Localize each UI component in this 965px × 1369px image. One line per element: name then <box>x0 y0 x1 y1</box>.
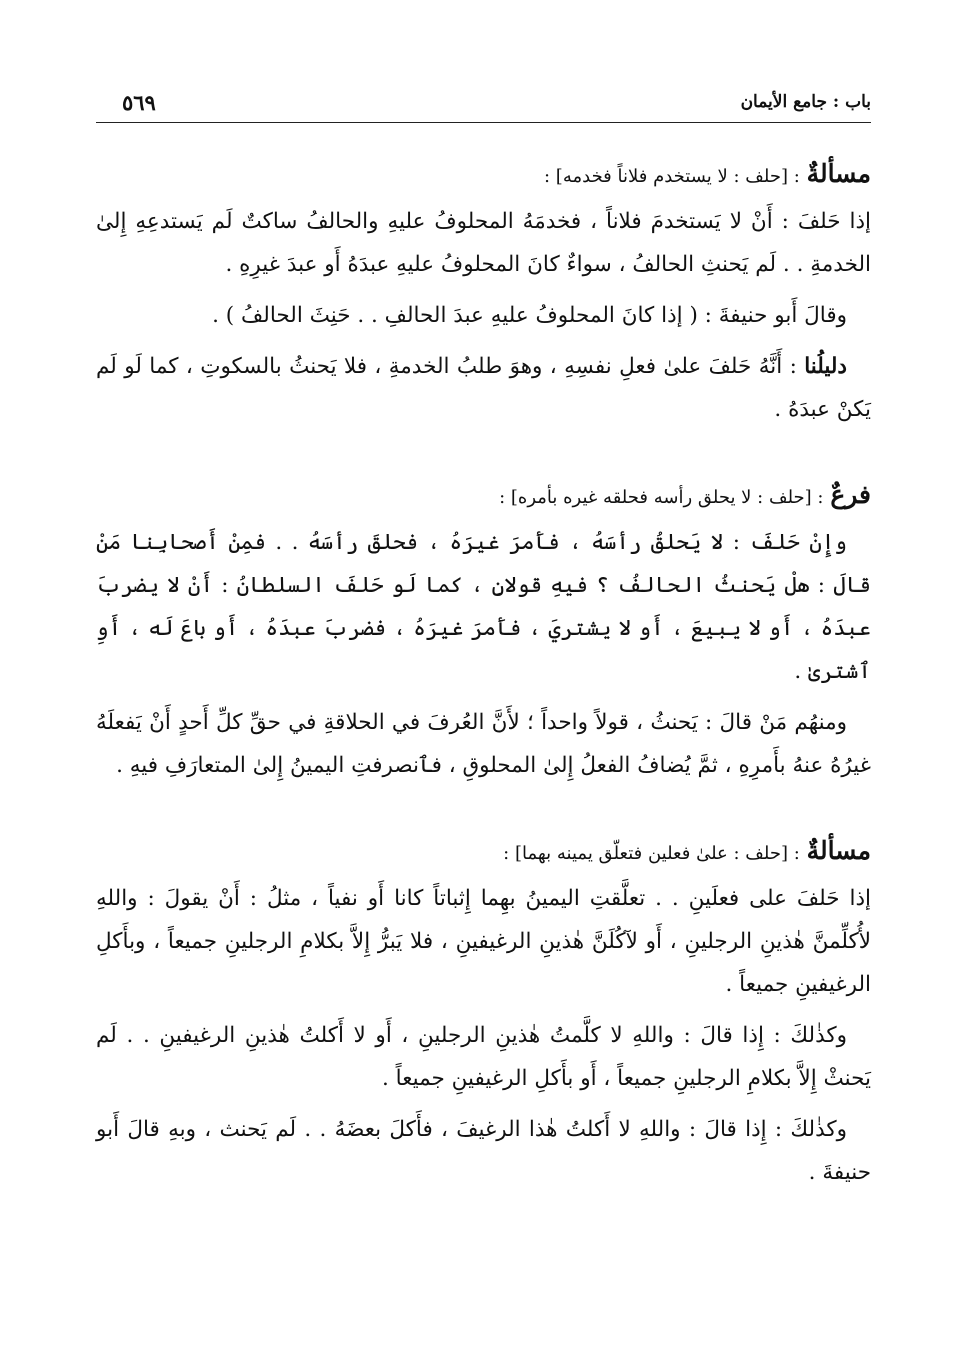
section-gap <box>96 795 871 829</box>
paragraph-lead: دليلُنا <box>804 354 847 379</box>
paragraph <box>96 294 871 337</box>
paragraph-text: ومنهُم مَنْ قالَ : يَحنثُ ، قولاً واحداً ؛ لأَنَّ العُرفَ في الحلاقةِ في حقِّ كلِّ أَحدٍ أَنْ يَفعلَهُ غيرُهُ عنهُ بأَمرِهِ ، ثمَّ يُضافُ الفعلُ إِلىٰ المحلوقِ ، فٱنصرفتِ اليمينُ إِلىٰ المتعارَفِ فيهِ . <box>96 710 871 778</box>
section-heading <box>96 152 871 198</box>
section <box>96 152 871 431</box>
paragraph-text: وكذٰلكَ : إِذا قالَ : واللهِ لا أَكلتُ هٰذا الرغيفَ ، فأَكلَ بعضَهُ . . لَم يَحنث ، وبهِ قالَ أَبو حنيفةَ . <box>96 1117 871 1185</box>
section <box>96 829 871 1194</box>
paragraph-text: إذا حَلفَ : أَنْ لا يَستخدمَ فلاناً ، فخدمَهُ المحلوفُ عليهِ والحالفُ ساكتٌ لَم يَستدعِهِ إِلىٰ الخدمةِ . . لَم يَحنثِ الحالفُ ، سواءٌ كانَ المحلوفُ عليهِ عبدَهُ أَو عبدَ غيرِهِ . <box>96 209 871 277</box>
section-gap <box>96 439 871 473</box>
paragraph-text: إذا حَلفَ على فعلَينِ . . تعلَّقتِ اليمينُ بهِما إِثباتاً كانا أَو نفياً ، مثلُ : أَنْ يقولَ : واللهِ لأُكلِّمنَّ هٰذينِ الرجلينِ ، أَو لآكُلَنَّ هٰذينِ الرغيفينِ ، فلا يَبرُّ إِلاَّ بكلامِ الرجلينِ جميعاً ، وبأَكلِ الرغيفينِ جميعاً . <box>96 886 871 997</box>
paragraph-text: : أَنَّهُ حَلفَ علىٰ فعلِ نفسِهِ ، وهوَ طلبُ الخدمةِ ، فلا يَحنثُ بالسكوتِ ، كما لَو لَم يَكنْ عبدَهُ . <box>96 354 871 422</box>
paragraph-text: وإِنْ حَلفَ : لا يَحلقُ رأسَهُ ، فأَمرَ غيرَهُ ، فحلقَ رأسَهُ . . فمِنْ أَصحابِنا مَنْ قالَ : هلْ يَحنثُ الحالفُ ؟ فيهِ قولانِ ، كما لَو حَلفَ السلطانُ : أَنْ لا يضربَ عبدَهُ ، أَو لا يبيعَ ، أَو لا يشتريَ ، فأَمرَ غيرَهُ ، فضربَ عبدَهُ ، أَو باعَ لَه ، أَوِ ٱشترىٰ . <box>96 530 871 684</box>
section <box>96 473 871 787</box>
paragraph-text: وقالَ أَبو حنيفةَ : ( إذا كانَ المحلوفُ عليهِ عبدَ الحالفِ . . حَنِثَ الحالفُ ) . <box>212 303 847 328</box>
paragraph <box>96 1014 871 1100</box>
paragraph <box>96 521 871 693</box>
page-number: ٥٦٩ <box>122 90 156 115</box>
paragraph <box>96 877 871 1006</box>
paragraph <box>96 1108 871 1194</box>
section-label: مسألةٌ <box>806 836 871 865</box>
section-title: : [حلف : لا يستخدم فلاناً فخدمه] : <box>544 166 800 187</box>
page-body <box>96 152 871 1202</box>
section-title: : [حلف : علىٰ فعلين فتعلّق يمينه بهما] : <box>503 843 800 864</box>
paragraph <box>96 345 871 431</box>
section-title: : [حلف : لا يحلق رأسه فحلقه غيره بأمره] : <box>499 487 824 508</box>
section-heading <box>96 473 871 519</box>
section-label: مسألةٌ <box>806 159 871 188</box>
chapter-title: باب : جامع الأيمان <box>740 92 871 112</box>
paragraph <box>96 200 871 286</box>
paragraph <box>96 701 871 787</box>
section-label: فرعٌ <box>830 480 871 509</box>
paragraph-text: وكذٰلكَ : إِذا قالَ : واللهِ لا كلَّمتُ هٰذينِ الرجلينِ ، أَو لا أَكلتُ هٰذينِ الرغيفينِ . . لَم يَحنثْ إِلاَّ بكلامِ الرجلينِ جميعاً ، أَو بأَكلِ الرغيفينِ جميعاً . <box>96 1023 871 1091</box>
section-heading <box>96 829 871 875</box>
running-header <box>96 88 871 123</box>
